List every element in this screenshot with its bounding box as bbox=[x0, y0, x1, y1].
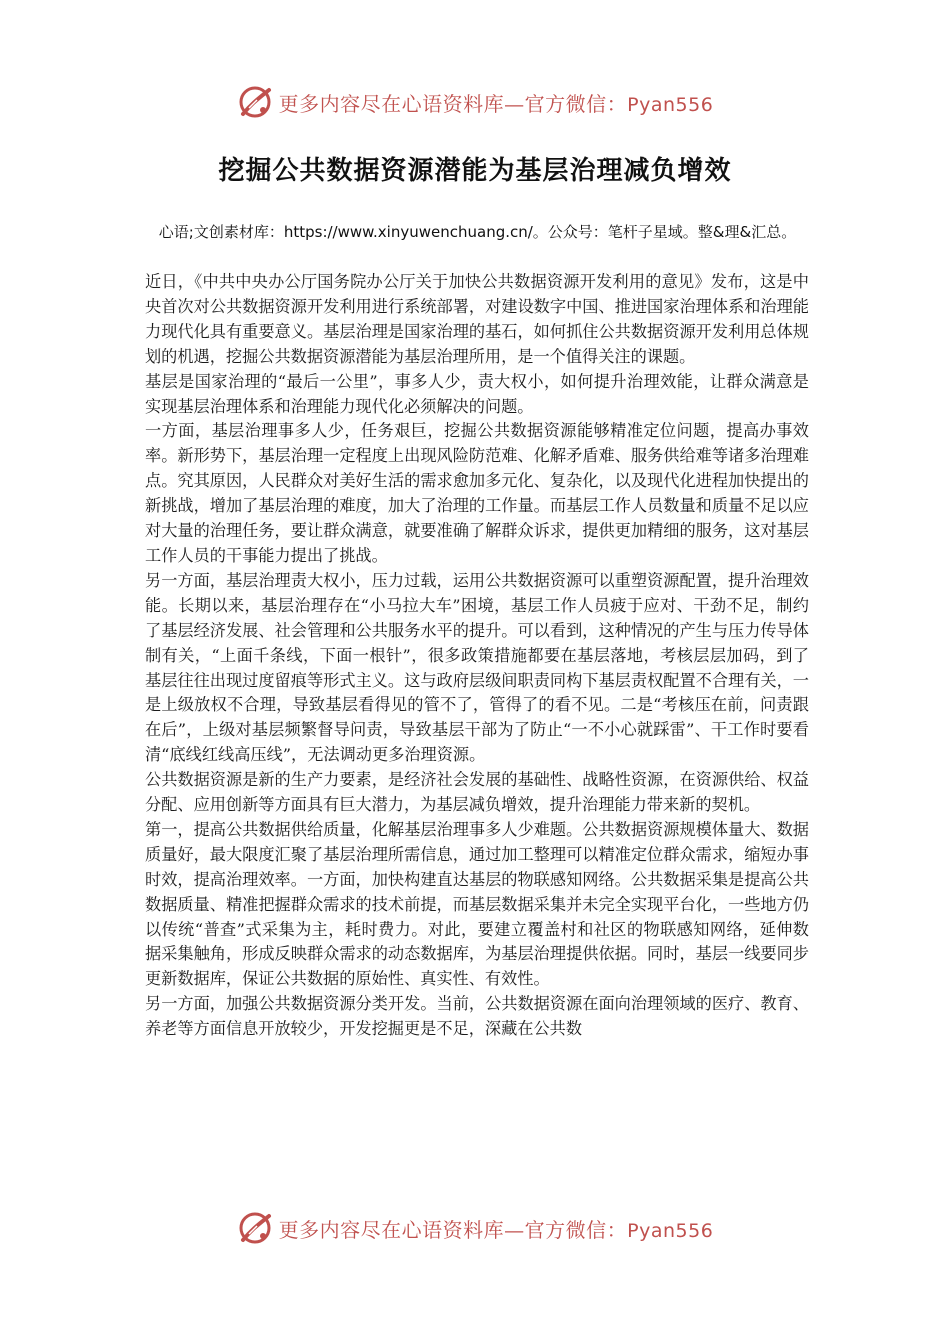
paragraph-6: 第一，提高公共数据供给质量，化解基层治理事多人少难题。公共数据资源规模体量大、数据质量好，最大限度汇聚了基层治理所需信息，通过加工整理可以精准定位群众需求，缩短办事时效，提高治理效率。一方面，加快构建直达基层的物联感知网络。公共数据采集是提高公共数据质量、精准把握群众需求的技术前提，而基层数据采集并未完全实现平台化，一些地方仍以传统“普查”式采集为主，耗时费力。对此，要建立覆盖村和社区的物联感知网络，延伸数据采集触角，形成反映群众需求的动态数据库，为基层治理提供依据。同时，基层一线要同步更新数据库，保证公共数据的原始性、真实性、有效性。 bbox=[145, 819, 809, 989]
footer-banner-text: 更多内容尽在心语资料库—官方微信：Pyan556 bbox=[278, 1217, 714, 1242]
article-body bbox=[145, 270, 809, 1042]
article-title: 挖掘公共数据资源潜能为基层治理减负增效 bbox=[218, 156, 732, 186]
header-banner-text: 更多内容尽在心语资料库—官方微信：Pyan556 bbox=[278, 91, 714, 116]
header-wechat-id: Pyan556 bbox=[627, 93, 714, 116]
header-banner bbox=[0, 82, 950, 122]
footer-banner bbox=[0, 1208, 950, 1248]
paragraph-1: 近日，《中共中央办公厅国务院办公厅关于加快公共数据资源开发利用的意见》发布，这是中央首次对公共数据资源开发利用进行系统部署，对建设数字中国、推进国家治理体系和治理能力现代化具有重要意义。基层治理是国家治理的基石，如何抓住公共数据资源开发利用总体规划的机遇，挖掘公共数据资源潜能为基层治理所用，是一个值得关注的课题。 bbox=[145, 272, 809, 366]
paragraph-4: 另一方面，基层治理责大权小，压力过载，运用公共数据资源可以重塑资源配置，提升治理效能。长期以来，基层治理存在“小马拉大车”困境，基层工作人员疲于应对、干劲不足，制约了基层经济发展、社会管理和公共服务水平的提升。可以看到，这种情况的产生与压力传导体制有关，“上面千条线，下面一根针”，很多政策措施都要在基层落地，考核层层加码，到了基层往往出现过度留痕等形式主义。这与政府层级间职责同构下基层责权配置不合理有关，一是上级放权不合理，导致基层看得见的管不了，管得了的看不见。二是“考核压在前，问责跟在后”，上级对基层频繁督导问责，导致基层干部为了防止“一不小心就踩雷”、干工作时要看清“底线红线高压线”，无法调动更多治理资源。 bbox=[145, 570, 809, 765]
paragraph-5: 公共数据资源是新的生产力要素，是经济社会发展的基础性、战略性资源，在资源供给、权益分配、应用创新等方面具有巨大潜力，为基层减负增效，提升治理能力带来新的契机。 bbox=[145, 770, 809, 815]
brand-logo-icon bbox=[237, 1210, 273, 1246]
article-source-note: 心语;文创素材库：https://www.xinyuwenchuang.cn/。公众号：笔杆子星域。整&理&汇总。 bbox=[158, 223, 797, 241]
paragraph-7: 另一方面，加强公共数据资源分类开发。当前，公共数据资源在面向治理领域的医疗、教育、养老等方面信息开放较少，开发挖掘更是不足，深藏在公共数 bbox=[145, 994, 809, 1039]
paragraph-2: 基层是国家治理的“最后一公里”，事多人少，责大权小，如何提升治理效能，让群众满意是实现基层治理体系和治理能力现代化必须解决的问题。 bbox=[145, 371, 809, 416]
paragraph-3: 一方面，基层治理事多人少，任务艰巨，挖掘公共数据资源能够精准定位问题，提高办事效率。新形势下，基层治理一定程度上出现风险防范难、化解矛盾难、服务供给难等诸多治理难点。究其原因，人民群众对美好生活的需求愈加多元化、复杂化，以及现代化进程加快提出的新挑战，增加了基层治理的难度，加大了治理的工作量。而基层工作人员数量和质量不足以应对大量的治理任务，要让群众满意，就要准确了解群众诉求，提供更加精细的服务，这对基层工作人员的干事能力提出了挑战。 bbox=[145, 421, 809, 565]
footer-wechat-id: Pyan556 bbox=[627, 1219, 714, 1242]
brand-logo-icon bbox=[237, 84, 273, 120]
